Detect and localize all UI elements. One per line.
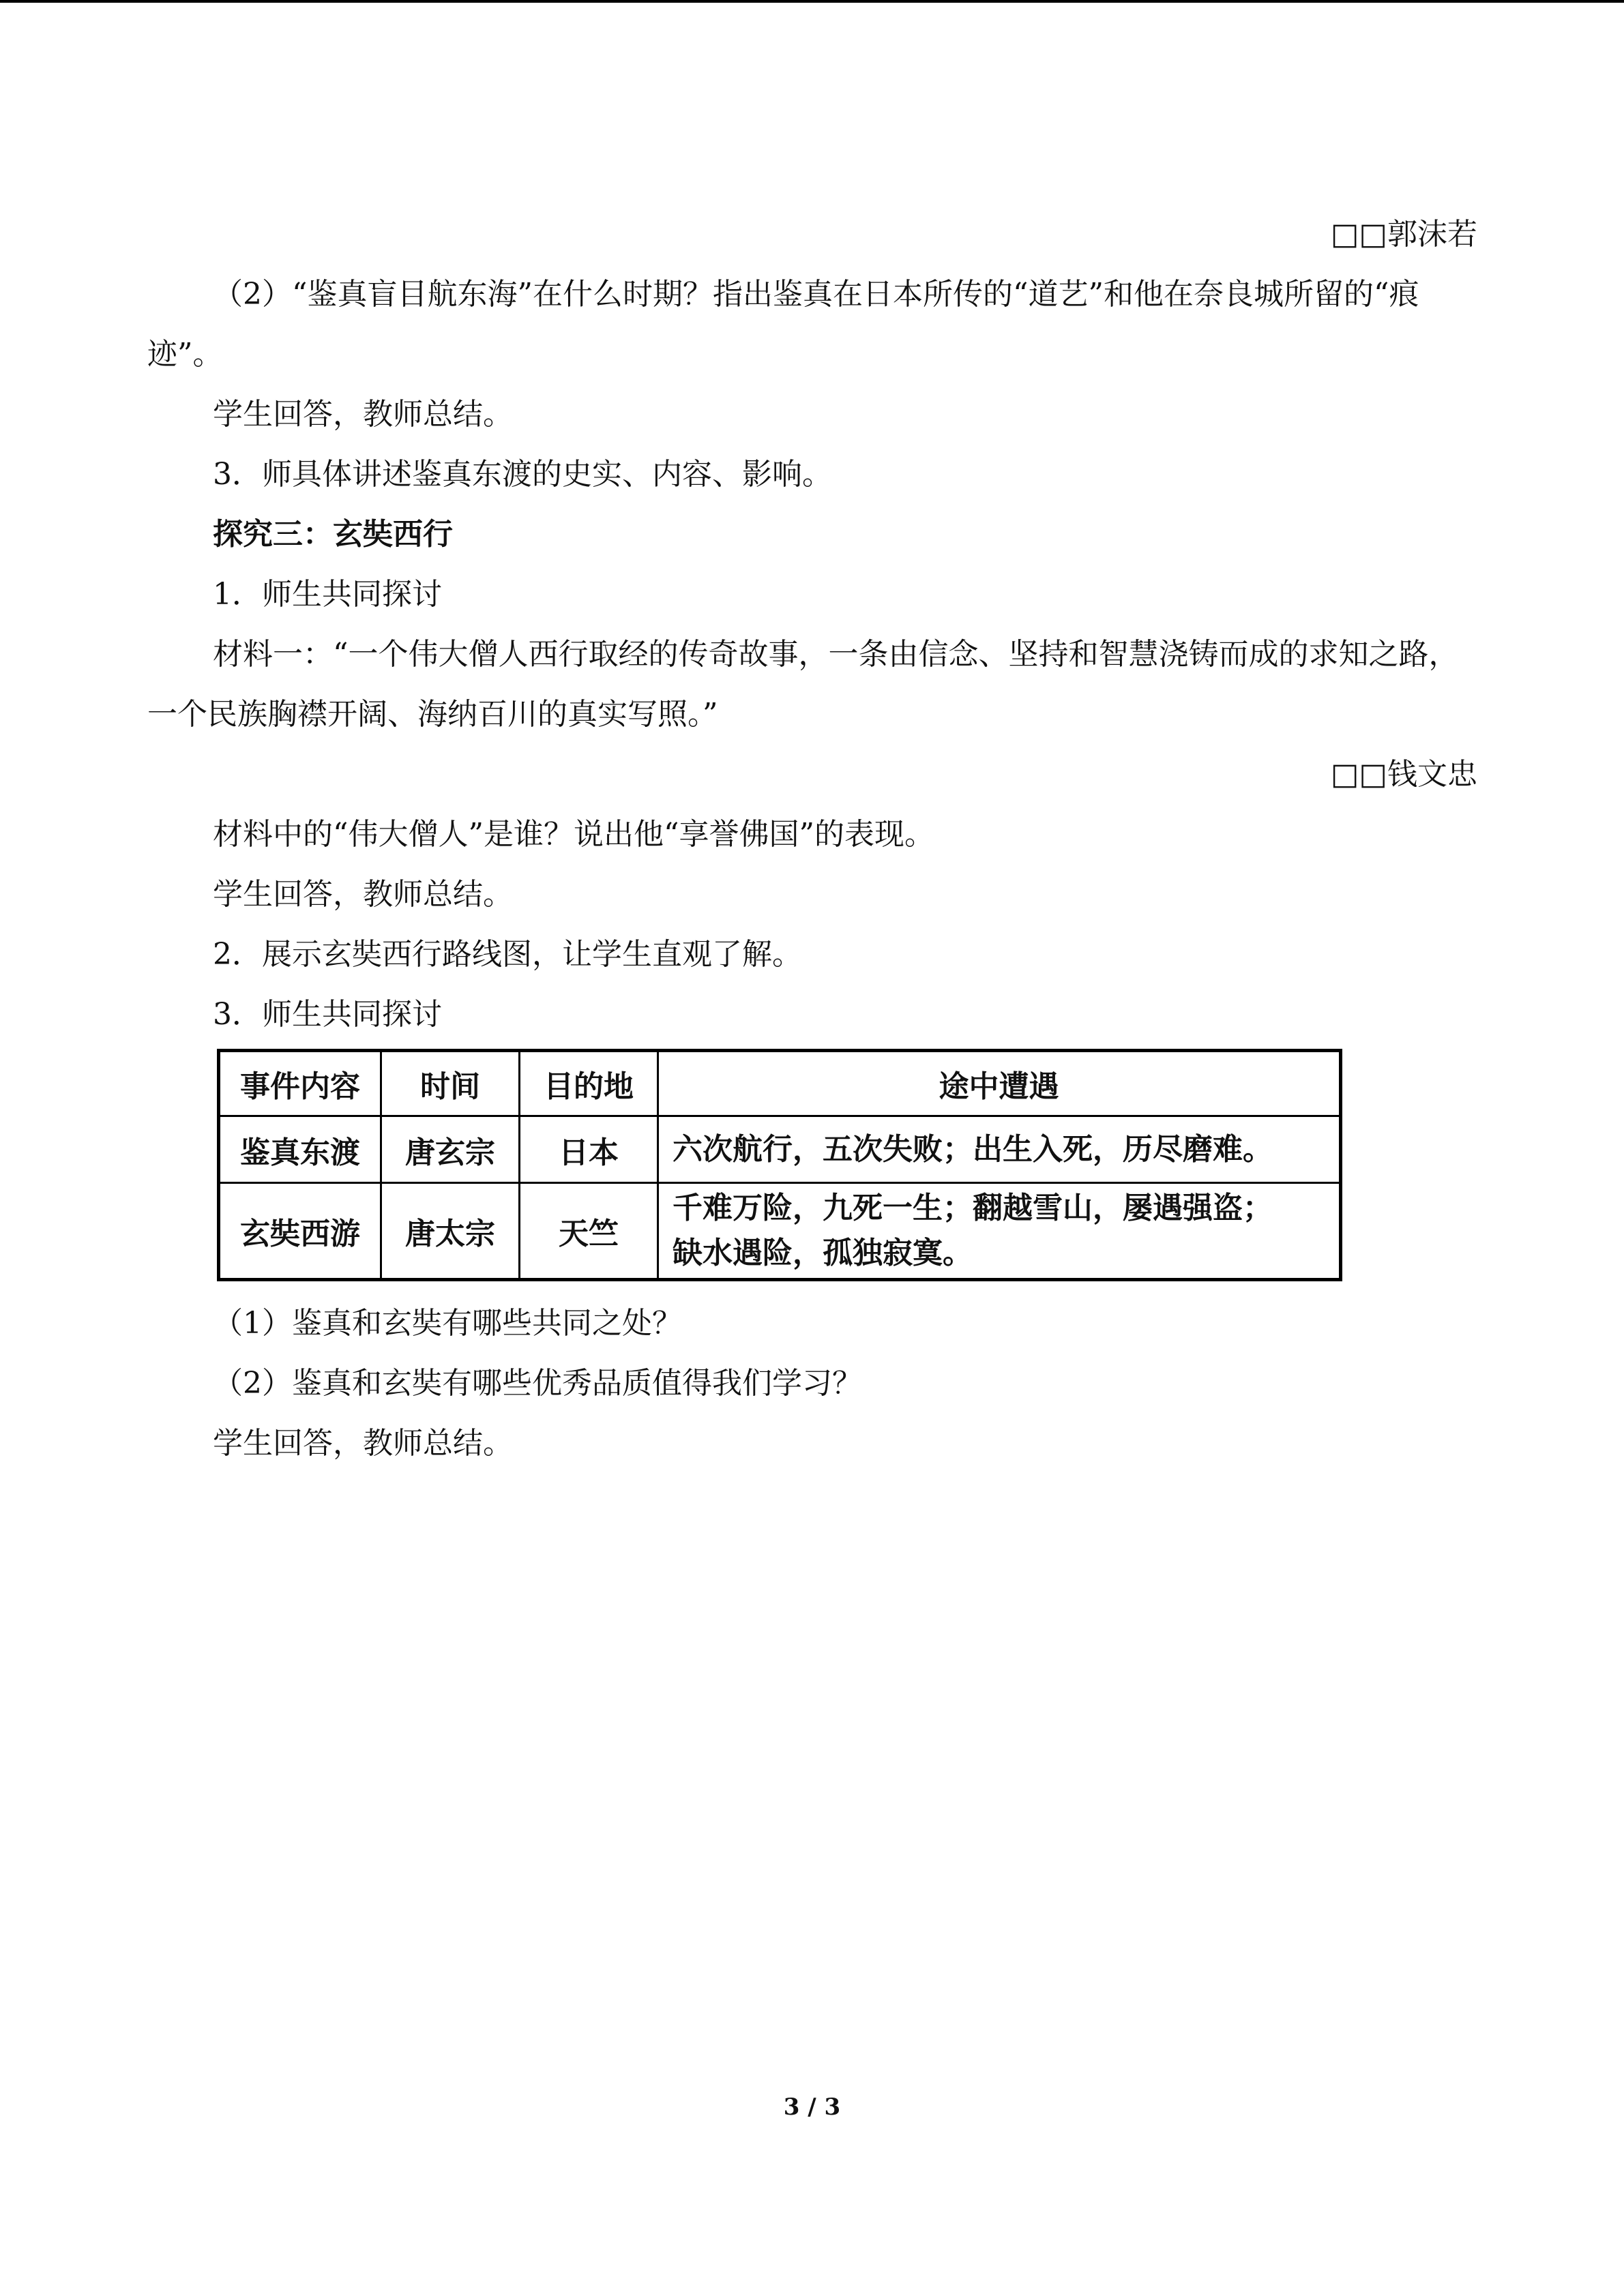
material-1-paragraph: 材料一：“一个伟大僧人西行取经的传奇故事，一条由信念、坚持和智慧浇铸而成的求知之路，一个民族胸襟开阔、海纳百川的真实写照。” [147, 637, 1459, 732]
encounter-line: 千难万险，九死一生；翻越雪山，屡遇强盗； [673, 1191, 1273, 1225]
encounter-line: 缺水遇险，孤独寂寞。 [673, 1236, 973, 1270]
document-body [147, 205, 1477, 1474]
cell-event: 鉴真东渡 [219, 1116, 381, 1183]
attribution-guo-moruo: □□郭沫若 [1330, 217, 1477, 252]
question-qualities: （2）鉴真和玄奘有哪些优秀品质值得我们学习？ [213, 1366, 862, 1401]
cell-encounter [658, 1116, 1341, 1183]
question-common-points: （1）鉴真和玄奘有哪些共同之处？ [213, 1306, 682, 1341]
student-answer-note: 学生回答，教师总结。 [213, 877, 513, 912]
cell-event: 玄奘西游 [219, 1183, 381, 1280]
step-3-lecture: 3．师具体讲述鉴真东渡的史实、内容、影响。 [213, 457, 832, 492]
attribution-qian-wenzhong: □□钱文忠 [1330, 757, 1477, 792]
table-header-row [219, 1051, 1341, 1116]
student-answer-note: 学生回答，教师总结。 [213, 1426, 513, 1461]
table-row [219, 1116, 1341, 1183]
cell-destination: 天竺 [520, 1183, 658, 1280]
header-time: 时间 [381, 1051, 520, 1116]
header-destination: 目的地 [520, 1051, 658, 1116]
step-2-route-map: 2．展示玄奘西行路线图，让学生直观了解。 [213, 937, 802, 972]
cell-time: 唐玄宗 [381, 1116, 520, 1183]
header-event: 事件内容 [219, 1051, 381, 1116]
header-encounter: 途中遭遇 [658, 1051, 1341, 1116]
page-number: 3 / 3 [783, 2093, 841, 2121]
material-question: 材料中的“伟大僧人”是谁？说出他“享誉佛国”的表现。 [213, 817, 934, 852]
cell-destination: 日本 [520, 1116, 658, 1183]
section-3-title: 探究三：玄奘西行 [213, 517, 453, 552]
step-1-discussion: 1．师生共同探讨 [213, 577, 442, 612]
encounter-line: 六次航行，五次失败；出生入死，历尽磨难。 [673, 1131, 1273, 1167]
table-row [219, 1183, 1341, 1280]
step-3-discussion: 3．师生共同探讨 [213, 997, 442, 1032]
cell-encounter [658, 1183, 1341, 1280]
question-2-paragraph: （2）“鉴真盲目航东海”在什么时期？指出鉴真在日本所传的“道艺”和他在奈良城所留的“痕迹”。 [147, 277, 1419, 372]
top-border-line [0, 0, 1624, 3]
comparison-table [217, 1049, 1342, 1281]
cell-time: 唐太宗 [381, 1183, 520, 1280]
student-answer-note: 学生回答，教师总结。 [213, 397, 513, 432]
